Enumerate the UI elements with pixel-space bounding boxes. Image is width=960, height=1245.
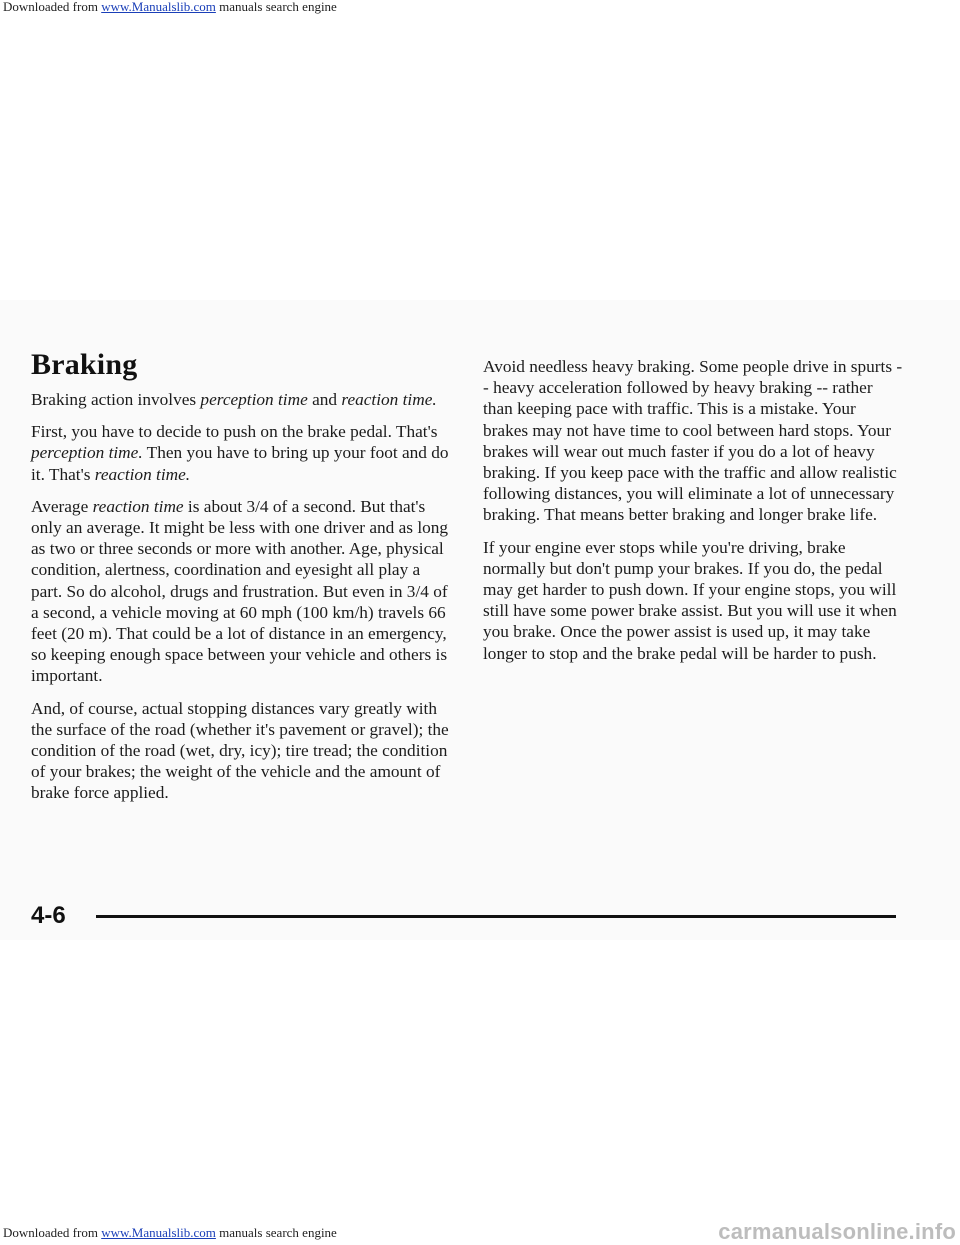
paragraph-text: Average (31, 496, 93, 516)
watermark-suffix: manuals search engine (215, 0, 337, 14)
body-paragraph (31, 421, 451, 485)
left-column (31, 389, 451, 815)
body-paragraph (483, 537, 903, 664)
section-heading: Braking (31, 348, 138, 381)
paragraph-text: If your engine ever stops while you're driving, brake normally but don't pump your brakes. If you do, the pedal may get harder to push down. If your engine stops, you will still have some power brake assist. But you will use it when you brake. Once the power assist is used up, it may take longer to stop and the brake pedal will be harder to push. (483, 537, 897, 663)
italic-term: reaction time. (94, 464, 191, 484)
page-number: 4-6 (31, 902, 66, 929)
manualslib-link[interactable]: www.Manualslib.com (101, 0, 216, 14)
italic-term: reaction time. (341, 390, 437, 409)
paragraph-text: is about 3/4 of a second. But that's only an average. It might be less with one driver and as long as two or three seconds or more with another. Age, physical condition, alertness, coordination and eyesight all play a part. So do alcohol, drugs and frustration. But even in 3/4 of a second, a vehicle moving at 60 mph (100 km/h) travels 66 feet (20 m). That could be a lot of distance in an emergency, so keeping enough space between your vehicle and others is important. (31, 496, 449, 686)
watermark-prefix: Downloaded from (3, 0, 102, 14)
right-column (483, 356, 903, 675)
body-paragraph (31, 389, 451, 410)
watermark-prefix: Downloaded from (3, 1225, 102, 1240)
body-paragraph (31, 698, 451, 804)
paragraph-text: And, of course, actual stopping distances vary greatly with the surface of the road (whether it's pavement or gravel); the condition of the road (wet, dry, icy); tire tread; the condition of your brakes; the weight of the vehicle and the amount of brake force applied. (31, 698, 449, 803)
body-paragraph (483, 356, 903, 526)
watermark-suffix: manuals search engine (215, 1225, 337, 1240)
download-watermark-top (0, 0, 960, 18)
site-watermark: carmanualsonline.info (718, 1219, 956, 1244)
paragraph-text: and (307, 390, 342, 409)
italic-term: perception time. (31, 443, 143, 463)
footer-rule (96, 915, 896, 918)
manualslib-link[interactable]: www.Manualslib.com (101, 1225, 216, 1240)
italic-term: reaction time (92, 496, 184, 516)
paragraph-text: Then you have to bring up your foot and do it. That's (31, 443, 449, 484)
paragraph-text: First, you have to decide to push on the brake pedal. That's (31, 422, 438, 442)
paragraph-text: Braking action involves (31, 390, 201, 409)
italic-term: perception time (200, 390, 308, 409)
body-paragraph (31, 496, 451, 687)
paragraph-text: Avoid needless heavy braking. Some people drive in spurts -- heavy acceleration followed by heavy braking -- rather than keeping pace with traffic. This is a mistake. Your brakes may not have time to cool between hard stops. Your brakes will wear out much faster if you do a lot of heavy braking. If you keep pace with the traffic and allow realistic following distances, you will eliminate a lot of unnecessary braking. That means better braking and longer brake life. (483, 357, 903, 525)
